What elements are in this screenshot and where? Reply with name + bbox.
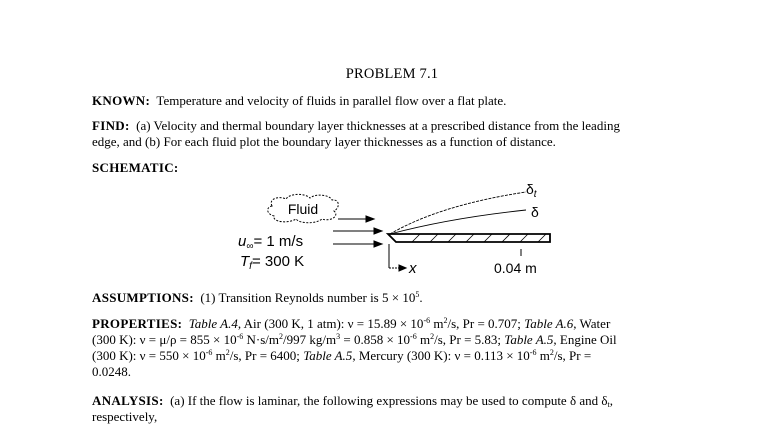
delta-label: δ [531, 204, 539, 220]
velocity-boundary-layer-curve [390, 210, 526, 234]
x-axis-label: x [409, 260, 417, 277]
analysis-section: ANALYSIS: (a) If the flow is laminar, the following expressions may be used to compute δ and $\delta_t$, respectively, [92, 393, 613, 424]
flat-plate [388, 234, 550, 242]
delta-t-label: $\delta_t$ [526, 181, 537, 200]
known-label: KNOWN: [92, 93, 151, 108]
temperature-label: $T_f= 300$ K [240, 253, 305, 272]
analysis-line2: respectively, [92, 409, 158, 424]
distance-label: 0.04 m [494, 260, 537, 276]
known-text: Temperature and velocity of fluids in parallel flow over a flat plate. [156, 93, 507, 108]
problem-title: PROBLEM 7.1 [345, 66, 439, 82]
velocity-label: $u_\infty= 1$ m/s [238, 233, 304, 252]
x-axis-arrow [389, 244, 406, 271]
find-label: FIND: [92, 118, 130, 133]
find-text-line1: (a) Velocity and thermal boundary layer thicknesses at a prescribed distance from the leading [136, 118, 620, 133]
properties-label: PROPERTIES: [92, 316, 183, 331]
schematic-label: SCHEMATIC: [92, 160, 179, 175]
fluid-label: Fluid [287, 201, 319, 217]
flow-arrows [333, 216, 382, 247]
thermal-boundary-layer-curve [390, 192, 526, 234]
analysis-line1: (a) If the flow is laminar, the following expressions may be used to compute δ and δ [170, 393, 608, 408]
assumptions-text: (1) Transition Reynolds number is 5 × 10 [200, 290, 416, 305]
assumptions-label: ASSUMPTIONS: [92, 290, 194, 305]
assumptions-section: ASSUMPTIONS: (1) Transition Reynolds number is $5 \times 10^5$. [92, 290, 423, 305]
analysis-label: ANALYSIS: [92, 393, 164, 408]
properties-section: PROPERTIES: Table A.4, Air (300 K, 1 atm): $\nu = 15.89 \times 10^{-6}$ $m^2/s$, Pr = 0.707; Table A.6, Water (300 K): $\nu = \mu/\rho = 855 \times 10^{-6}$ $N\cdot s/m^2/997$ $kg/m^3 = 0.858 \times 10^{-6}$ $m^2/s$, Pr = 5.83; Table A.5, Engine Oil (300 K): $\nu = 550 \times 10^{-6}$ $m^2/s$, Pr = 6400; Table A.5, Mercury (300 K): $\nu = 0.113 \times 10^{-6}$ $m^2/s$, Pr = 0.0248. [92, 316, 617, 379]
find-text-line2: edge, and (b) For each fluid plot the boundary layer thicknesses as a function of distance. [92, 134, 556, 149]
